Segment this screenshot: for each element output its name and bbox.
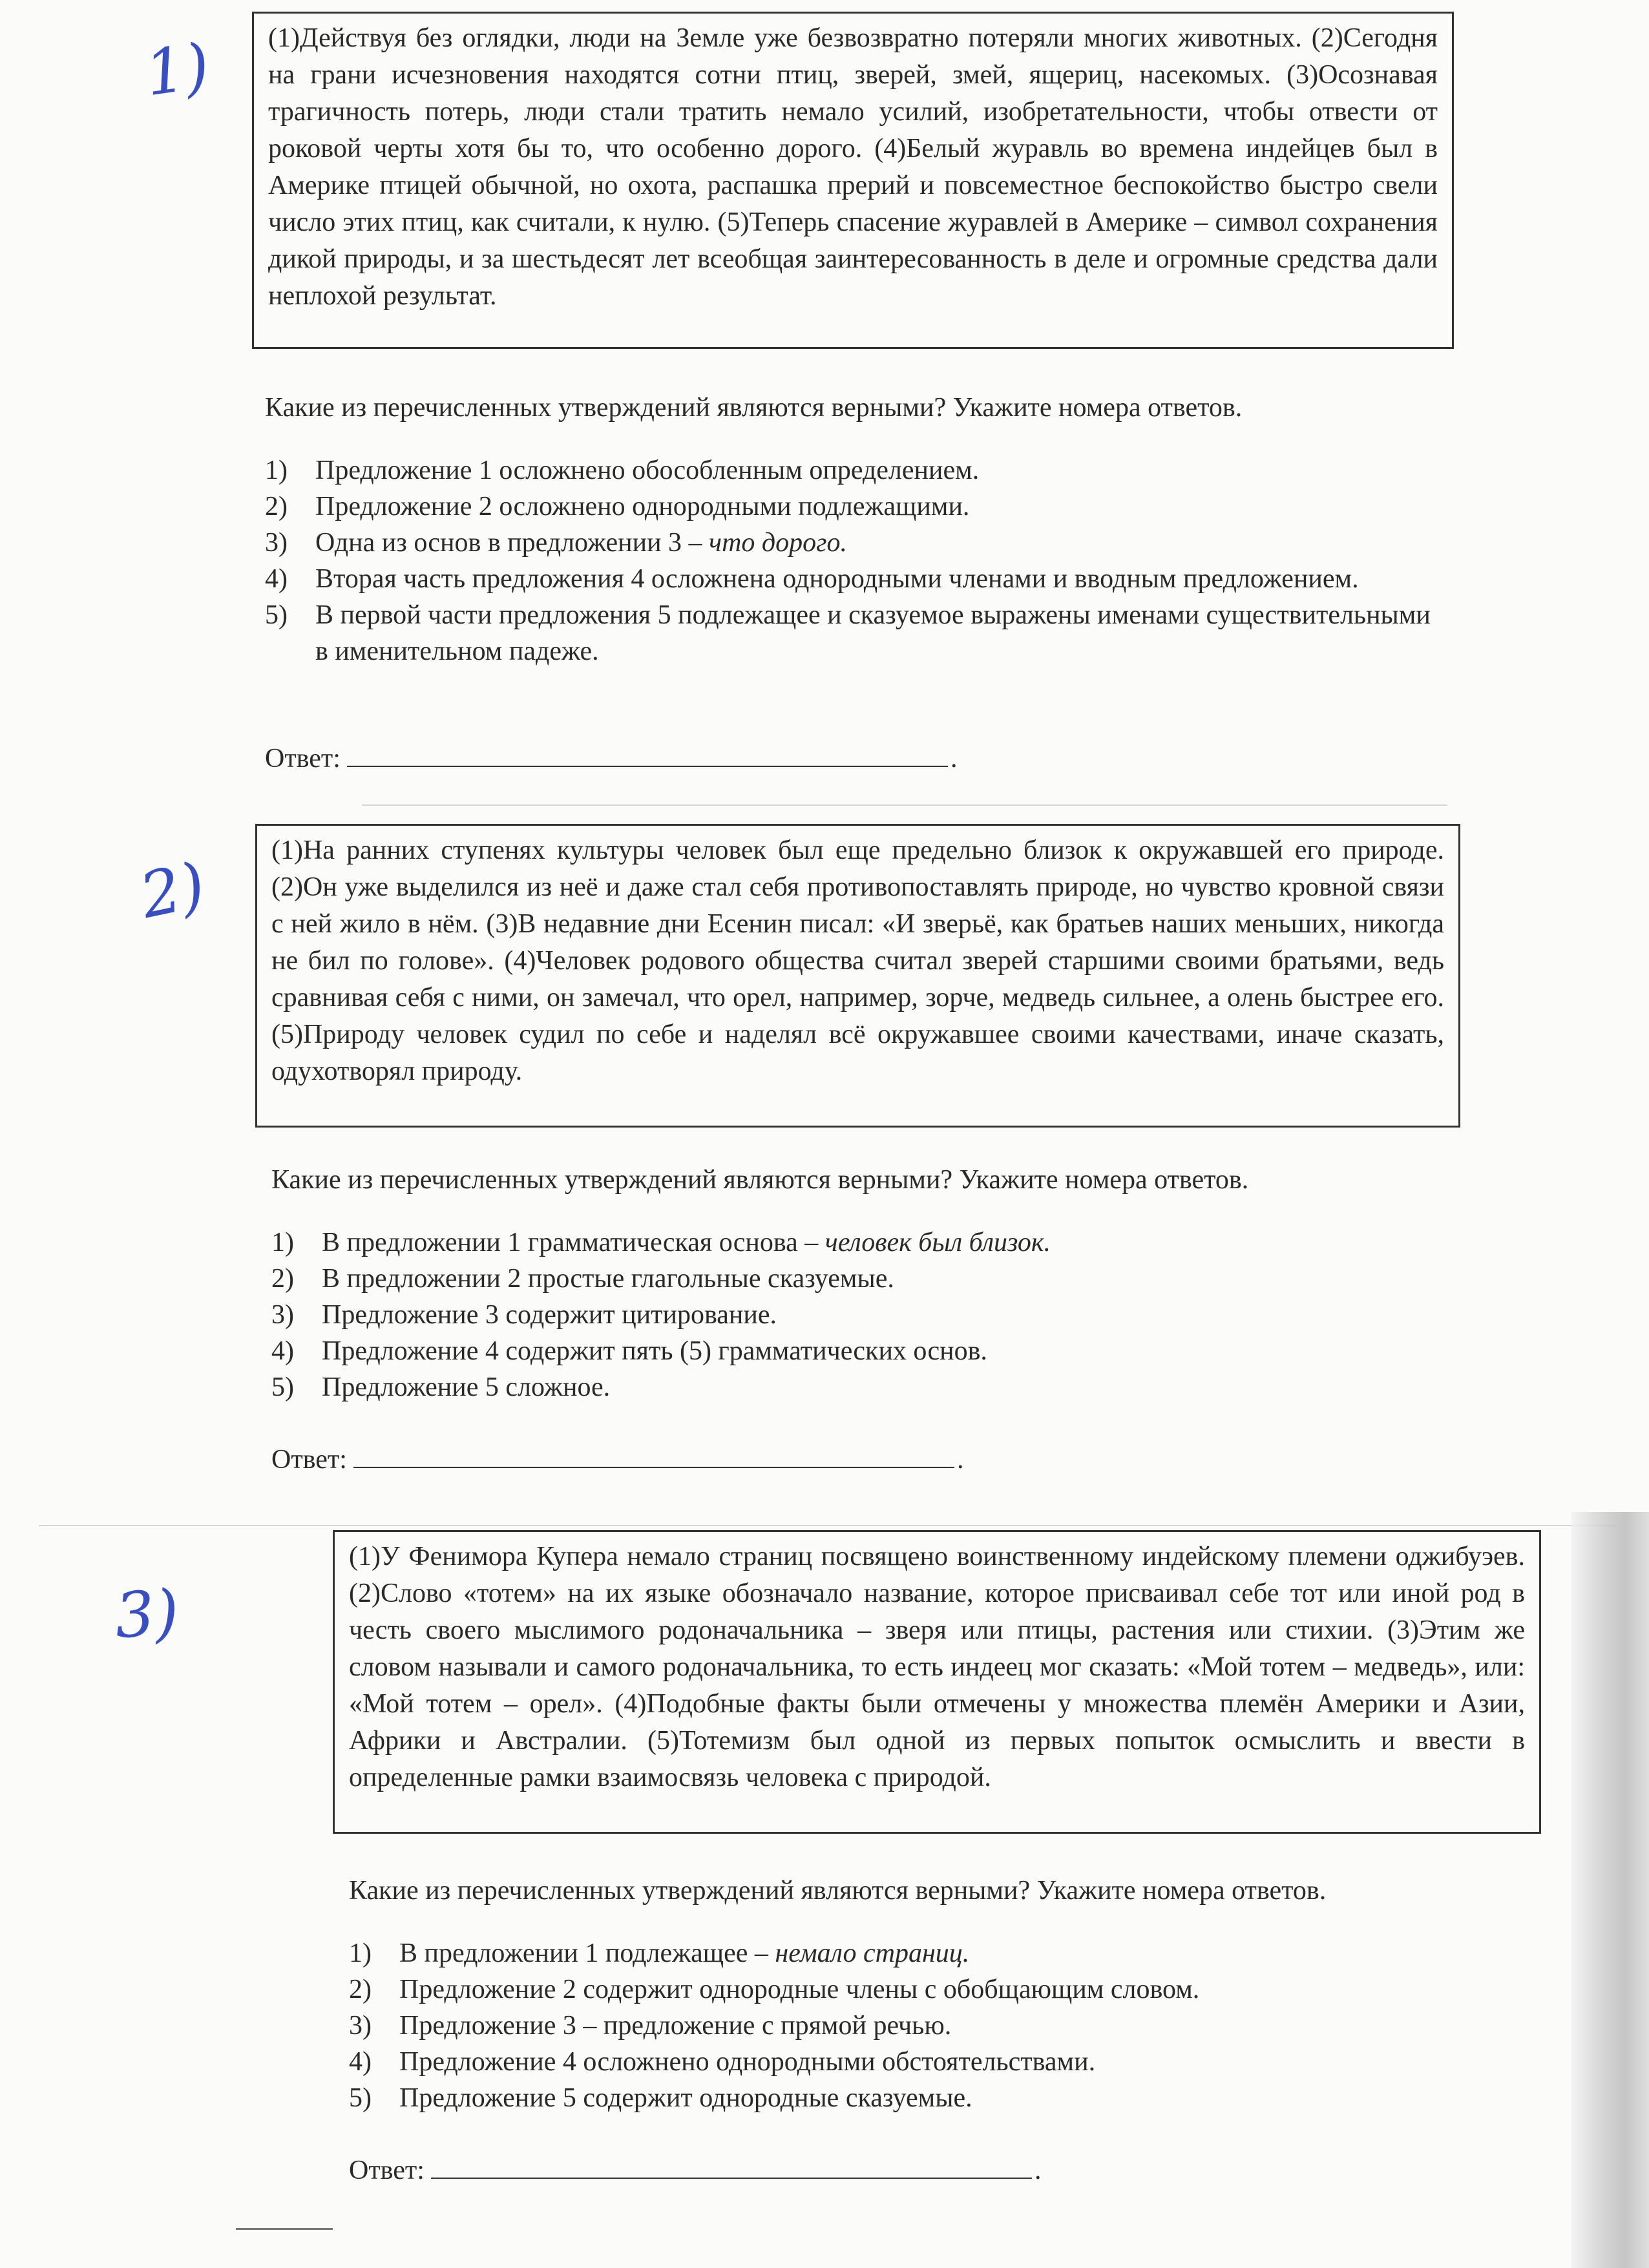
task-2-answer: Ответ: . (271, 1441, 963, 1476)
task-1-question: Какие из перечисленных утверждений являются верными? Укажите номера ответов. (265, 393, 1243, 423)
task-3-option-1: 1) В предложении 1 подлежащее – немало страниц. (349, 1938, 970, 1968)
page-corner-mark (236, 2228, 333, 2230)
task-3-option-5: 5) Предложение 5 содержит однородные сказуемые. (349, 2083, 972, 2113)
task-2-question: Какие из перечисленных утверждений являются верными? Укажите номера ответов. (271, 1165, 1249, 1195)
task-2-option-1: 1) В предложении 1 грамматическая основа – человек был близок. (271, 1228, 1051, 1257)
task-2-option-2: 2) В предложении 2 простые глагольные сказуемые. (271, 1264, 894, 1294)
task-3-answer-label: Ответ: (349, 2156, 425, 2185)
task-2-option-5: 5) Предложение 5 сложное. (271, 1372, 611, 1402)
task-1-answer-label: Ответ: (265, 744, 341, 773)
task-1-option-5: 5) В первой части предложения 5 подлежащее и сказуемое выражены именами существительными в именительном падеже. (265, 600, 1431, 666)
scan-shadow-edge (1571, 1512, 1649, 2268)
task-2-passage-box (255, 824, 1460, 1128)
task-2-option-3: 3) Предложение 3 содержит цитирование. (271, 1300, 777, 1330)
task-3-answer-line[interactable] (431, 2152, 1032, 2179)
task-1-passage: (1)Действуя без оглядки, люди на Земле уже безвозвратно потеряли многих животных. (2)Сегодня на грани исчезновения находятся сотни птиц, зверей, змей, ящериц, насекомых. (3)Осознавая трагичность потерь, люди стали тратить немало усилий, изобретательности, чтобы отвести от роковой черты хотя бы то, что особенно дорого. (4)Белый журавль во времена индейцев был в Америке птицей обычной, но охота, распашка прерий и повсеместное беспокойство быстро свели число этих птиц, как считали, к нулю. (5)Теперь спасение журавлей в Америке – символ сохранения дикой природы, и за шестьдесят лет всеобщая заинтересованность в деле и огромные средства дали неплохой результат. (268, 23, 1438, 311)
task-3-passage-box (333, 1530, 1541, 1834)
task-1-option-3: 3) Одна из основ в предложении 3 – что дорого. (265, 528, 848, 558)
task-1-answer-line[interactable] (347, 740, 948, 767)
task-2-options (271, 1224, 1441, 1405)
task-1-options (265, 452, 1434, 669)
task-2-answer-line[interactable] (353, 1441, 954, 1468)
task-2-handwritten-number: 2) (134, 848, 212, 933)
task-2-option-4: 4) Предложение 4 содержит пять (5) грамматических основ. (271, 1336, 987, 1366)
task-3-option-4: 4) Предложение 4 осложнено однородными обстоятельствами. (349, 2047, 1096, 2077)
task-3-option-2: 2) Предложение 2 содержит однородные члены с обобщающим словом. (349, 1975, 1200, 2004)
task-3-passage: (1)У Фенимора Купера немало страниц посвящено воинственному индейскому племени оджибуэев. (2)Слово «тотем» на их языке обозначало название, которое присваивал себе тот или иной род в честь своего мыслимого родоначальника – зверя или птицы, растения или стихии. (3)Этим же словом называли и самого родоначальника, то есть индеец мог сказать: «Мой тотем – медведь», или: «Мой тотем – орел». (4)Подобные факты были отмечены у множества племён Америки и Азии, Африки и Австралии. (5)Тотемизм был одной из первых попыток осмыслить и ввести в определенные рамки взаимосвязь человека с природой. (349, 1542, 1525, 1792)
task-1-option-1: 1) Предложение 1 осложнено обособленным определением. (265, 456, 980, 485)
separator-2 (39, 1525, 1615, 1526)
separator-1 (362, 804, 1447, 806)
task-1-answer: Ответ: . (265, 740, 957, 775)
task-2-passage: (1)На ранних ступенях культуры человек был еще предельно близок к окружавшей его природе. (2)Он уже выделился из неё и даже стал себя противопоставлять природе, но чувство кровной связи с ней жило в нём. (3)В недавние дни Есенин писал: «И зверьё, как братьев наших меньших, никогда не бил по голове». (4)Человек родового общества считал зверей старшими своими братьями, ведь сравнивая себя с ними, он замечал, что орел, например, зорче, медведь сильнее, а олень быстрее его. (5)Природу человек судил по себе и наделял всё окружавшее своими качествами, иначе сказать, одухотворял природу. (271, 835, 1444, 1086)
task-3-answer: Ответ: . (349, 2152, 1041, 2187)
task-1-passage-box (252, 12, 1454, 349)
task-1-option-2: 2) Предложение 2 осложнено однородными подлежащими. (265, 492, 970, 521)
task-3-options (349, 1935, 1518, 2116)
task-1-handwritten-number: 1) (140, 29, 214, 110)
task-3-handwritten-number: 3) (112, 1575, 182, 1653)
task-1-option-4: 4) Вторая часть предложения 4 осложнена однородными членами и вводным предложением. (265, 564, 1359, 594)
task-3-option-3: 3) Предложение 3 – предложение с прямой речью. (349, 2011, 952, 2041)
task-2-answer-label: Ответ: (271, 1445, 347, 1475)
task-3-question: Какие из перечисленных утверждений являются верными? Укажите номера ответов. (349, 1876, 1327, 1906)
